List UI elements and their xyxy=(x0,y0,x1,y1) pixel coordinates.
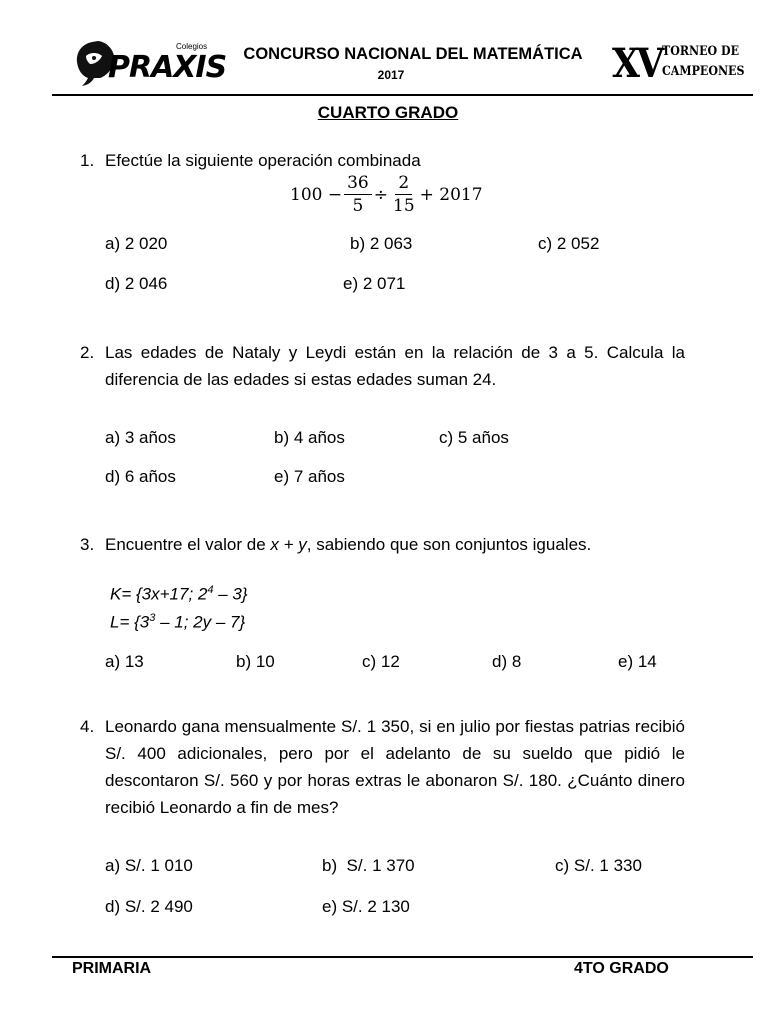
q2-option-a: a) 3 años xyxy=(105,428,176,447)
q3-option-b: b) 10 xyxy=(236,652,275,671)
header-year: 2017 xyxy=(377,68,405,82)
q1-number: 1. xyxy=(80,151,95,170)
set-l-sup: 3 xyxy=(149,612,156,624)
brand-name: PRAXIS xyxy=(108,50,227,85)
praxis-logo xyxy=(72,36,227,92)
q3-option-d: d) 8 xyxy=(492,652,522,671)
q1-option-d: d) 2 046 xyxy=(105,274,168,293)
footer-right: 4TO GRADO xyxy=(574,960,669,977)
q3-option-e: e) 14 xyxy=(618,652,657,671)
torneo-badge xyxy=(612,40,745,90)
set-l-b: – 1; 2y – 7} xyxy=(155,612,246,632)
formula-op: ÷ xyxy=(373,184,388,205)
set-k xyxy=(110,584,248,605)
fraction-2 xyxy=(390,172,418,217)
footer-left: PRIMARIA xyxy=(72,960,152,977)
badge-line2: CAMPEONES xyxy=(662,64,745,79)
fraction-1 xyxy=(344,172,372,217)
q1-option-b: b) 2 063 xyxy=(350,234,413,253)
set-k-sup: 4 xyxy=(207,584,214,596)
q4-option-d: d) S/. 2 490 xyxy=(105,897,193,916)
q2-text: Las edades de Nataly y Leydi están en la relación de 3 a 5. Calcula la diferencia de las edades si estas edades suman 24. xyxy=(105,343,685,389)
q2-option-e: e) 7 años xyxy=(274,467,345,486)
q3-option-c: c) 12 xyxy=(362,652,400,671)
q3-number: 3. xyxy=(80,535,95,554)
q1-option-e: e) 2 071 xyxy=(343,274,406,293)
fraction-2-den: 15 xyxy=(393,196,415,216)
q3-text-var: x + y xyxy=(270,535,307,554)
q4-text: Leonardo gana mensualmente S/. 1 350, si en julio por fiestas patrias recibió S/. 400 adicionales, pero por el adelanto de su sueldo que pidió le descontaron S/. 560 y por horas extras le abonaron S/. 180. ¿Cuánto dinero recibió Leonardo a fin de mes? xyxy=(105,717,685,817)
brand-small: Colegios xyxy=(176,42,208,51)
q2-option-b: b) 4 años xyxy=(274,428,345,447)
grade-title: CUARTO GRADO xyxy=(317,103,459,122)
fraction-2-num: 2 xyxy=(395,172,412,195)
q4-option-c: c) S/. 1 330 xyxy=(555,856,642,875)
q4-option-b: b) S/. 1 370 xyxy=(322,856,415,875)
q2-option-c: c) 5 años xyxy=(439,428,509,447)
footer-rule xyxy=(52,956,753,958)
q1-formula xyxy=(290,172,483,217)
q3-text-after: , sabiendo que son conjuntos iguales. xyxy=(306,535,592,554)
q4-number: 4. xyxy=(80,717,95,736)
q3-text xyxy=(105,531,591,558)
q2-option-d: d) 6 años xyxy=(105,467,176,486)
formula-lead: 100 − xyxy=(290,184,343,205)
q3-text-before: Encuentre el valor de xyxy=(105,535,271,554)
q3-option-a: a) 13 xyxy=(105,652,144,671)
set-l xyxy=(110,612,245,633)
badge-roman: XV xyxy=(612,40,661,87)
badge-line1: TORNEO DE xyxy=(662,44,740,59)
q2-number: 2. xyxy=(80,343,95,362)
header-title: CONCURSO NACIONAL DEL MATEMÁTICA xyxy=(243,45,583,63)
q1-option-a: a) 2 020 xyxy=(105,234,168,253)
set-k-b: – 3} xyxy=(213,584,248,604)
header-rule xyxy=(52,94,753,96)
q4-option-e: e) S/. 2 130 xyxy=(322,897,410,916)
set-l-a: L= {3 xyxy=(110,612,150,632)
fraction-1-num: 36 xyxy=(344,172,372,195)
fraction-1-den: 5 xyxy=(352,196,364,216)
q4-option-a: a) S/. 1 010 xyxy=(105,856,193,875)
formula-tail: + 2017 xyxy=(419,184,483,205)
q1-option-c: c) 2 052 xyxy=(538,234,600,253)
q1-text: Efectúe la siguiente operación combinada xyxy=(105,151,421,170)
set-k-a: K= {3x+17; 2 xyxy=(110,584,208,604)
